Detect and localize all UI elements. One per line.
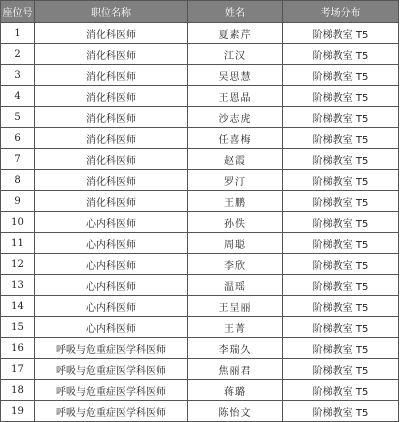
table-row xyxy=(1,149,399,170)
table-row xyxy=(1,23,399,44)
exam-room-cell: 阶梯教室 T5 xyxy=(283,149,399,170)
header-position-name: 职位名称 xyxy=(35,1,188,23)
position-name-cell: 心内科医师 xyxy=(35,233,188,254)
name-cell: 江汉 xyxy=(188,44,283,65)
seat-number-cell: 18 xyxy=(1,380,35,401)
seat-number-cell: 12 xyxy=(1,254,35,275)
exam-room-cell: 阶梯教室 T5 xyxy=(283,128,399,149)
exam-room-cell: 阶梯教室 T5 xyxy=(283,170,399,191)
seat-number-cell: 15 xyxy=(1,317,35,338)
exam-room-cell: 阶梯教室 T5 xyxy=(283,86,399,107)
seat-number-cell: 11 xyxy=(1,233,35,254)
exam-room-cell: 阶梯教室 T5 xyxy=(283,65,399,86)
position-name-cell: 心内科医师 xyxy=(35,275,188,296)
seat-number-cell: 6 xyxy=(1,128,35,149)
seat-number-cell: 14 xyxy=(1,296,35,317)
name-cell: 温瑶 xyxy=(188,275,283,296)
table-row xyxy=(1,317,399,338)
table-row xyxy=(1,338,399,359)
position-name-cell: 消化科医师 xyxy=(35,170,188,191)
table-header-row xyxy=(1,1,399,23)
table-row xyxy=(1,191,399,212)
seat-number-cell: 5 xyxy=(1,107,35,128)
name-cell: 罗汀 xyxy=(188,170,283,191)
seat-number-cell: 1 xyxy=(1,23,35,44)
table-row xyxy=(1,44,399,65)
table-row xyxy=(1,212,399,233)
exam-room-cell: 阶梯教室 T5 xyxy=(283,44,399,65)
header-name: 姓名 xyxy=(188,1,283,23)
seat-number-cell: 19 xyxy=(1,401,35,422)
name-cell: 孙佚 xyxy=(188,212,283,233)
position-name-cell: 消化科医师 xyxy=(35,65,188,86)
exam-room-cell: 阶梯教室 T5 xyxy=(283,23,399,44)
seat-number-cell: 3 xyxy=(1,65,35,86)
header-exam-room: 考场分布 xyxy=(283,1,399,23)
seat-number-cell: 16 xyxy=(1,338,35,359)
seat-number-cell: 9 xyxy=(1,191,35,212)
table-row xyxy=(1,401,399,422)
name-cell: 任喜梅 xyxy=(188,128,283,149)
table-row xyxy=(1,359,399,380)
table-row xyxy=(1,170,399,191)
table-row xyxy=(1,380,399,401)
name-cell: 李瑞久 xyxy=(188,338,283,359)
exam-room-cell: 阶梯教室 T5 xyxy=(283,212,399,233)
position-name-cell: 心内科医师 xyxy=(35,296,188,317)
name-cell: 陈怡文 xyxy=(188,401,283,422)
table-row xyxy=(1,65,399,86)
position-name-cell: 消化科医师 xyxy=(35,86,188,107)
seat-number-cell: 2 xyxy=(1,44,35,65)
position-name-cell: 消化科医师 xyxy=(35,107,188,128)
name-cell: 吴思慧 xyxy=(188,65,283,86)
name-cell: 周聪 xyxy=(188,233,283,254)
name-cell: 王恩晶 xyxy=(188,86,283,107)
exam-room-cell: 阶梯教室 T5 xyxy=(283,296,399,317)
position-name-cell: 呼吸与危重症医学科医师 xyxy=(35,380,188,401)
position-name-cell: 消化科医师 xyxy=(35,128,188,149)
exam-room-cell: 阶梯教室 T5 xyxy=(283,254,399,275)
table-row xyxy=(1,233,399,254)
table-row xyxy=(1,86,399,107)
header-seat-number: 座位号 xyxy=(1,1,35,23)
table-row xyxy=(1,254,399,275)
position-name-cell: 呼吸与危重症医学科医师 xyxy=(35,359,188,380)
exam-room-cell: 阶梯教室 T5 xyxy=(283,233,399,254)
name-cell: 蒋璐 xyxy=(188,380,283,401)
exam-room-cell: 阶梯教室 T5 xyxy=(283,107,399,128)
table-row xyxy=(1,107,399,128)
name-cell: 赵霞 xyxy=(188,149,283,170)
exam-room-cell: 阶梯教室 T5 xyxy=(283,275,399,296)
name-cell: 王菁 xyxy=(188,317,283,338)
table-row xyxy=(1,275,399,296)
exam-room-cell: 阶梯教室 T5 xyxy=(283,191,399,212)
exam-room-cell: 阶梯教室 T5 xyxy=(283,317,399,338)
exam-room-cell: 阶梯教室 T5 xyxy=(283,338,399,359)
position-name-cell: 消化科医师 xyxy=(35,23,188,44)
name-cell: 王鹏 xyxy=(188,191,283,212)
position-name-cell: 呼吸与危重症医学科医师 xyxy=(35,338,188,359)
seat-number-cell: 4 xyxy=(1,86,35,107)
name-cell: 夏素芹 xyxy=(188,23,283,44)
position-name-cell: 消化科医师 xyxy=(35,44,188,65)
seat-number-cell: 10 xyxy=(1,212,35,233)
exam-room-cell: 阶梯教室 T5 xyxy=(283,401,399,422)
position-name-cell: 呼吸与危重症医学科医师 xyxy=(35,401,188,422)
seat-number-cell: 8 xyxy=(1,170,35,191)
name-cell: 王呈丽 xyxy=(188,296,283,317)
position-name-cell: 心内科医师 xyxy=(35,317,188,338)
seat-number-cell: 7 xyxy=(1,149,35,170)
name-cell: 沙志虎 xyxy=(188,107,283,128)
position-name-cell: 消化科医师 xyxy=(35,149,188,170)
table-row xyxy=(1,128,399,149)
position-name-cell: 心内科医师 xyxy=(35,254,188,275)
seat-number-cell: 17 xyxy=(1,359,35,380)
position-name-cell: 心内科医师 xyxy=(35,212,188,233)
table-body xyxy=(1,23,399,422)
name-cell: 焦丽君 xyxy=(188,359,283,380)
exam-room-cell: 阶梯教室 T5 xyxy=(283,359,399,380)
table-row xyxy=(1,296,399,317)
exam-room-cell: 阶梯教室 T5 xyxy=(283,380,399,401)
name-cell: 李欣 xyxy=(188,254,283,275)
position-name-cell: 消化科医师 xyxy=(35,191,188,212)
seat-number-cell: 13 xyxy=(1,275,35,296)
